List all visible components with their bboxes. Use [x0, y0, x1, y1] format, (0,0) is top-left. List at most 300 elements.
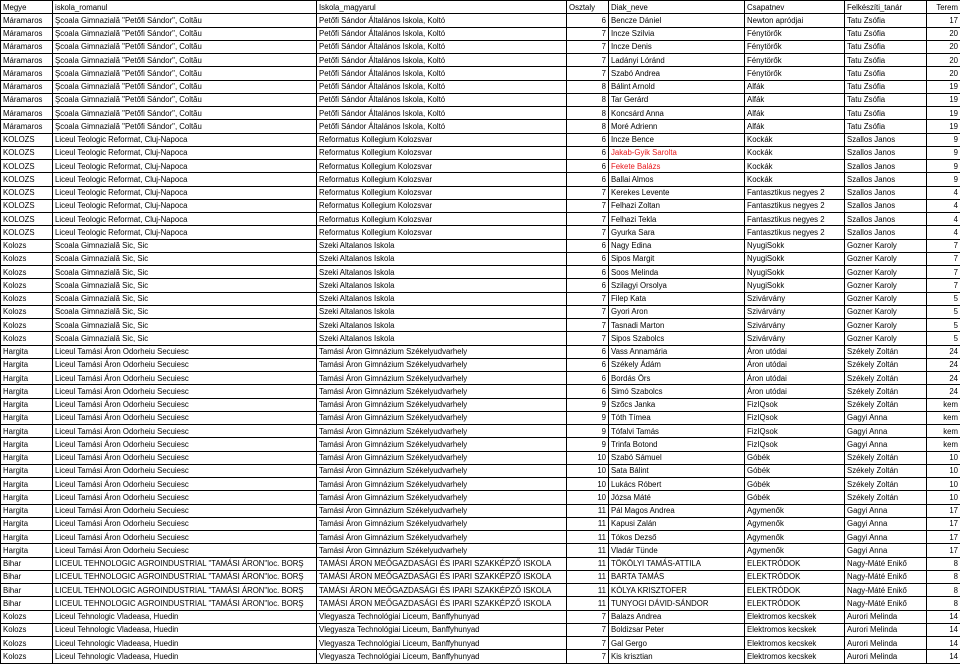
cell-megye[interactable]: Kolozs	[1, 610, 53, 623]
cell-csapatnev[interactable]: Agymenők	[745, 531, 845, 544]
cell-iskola-romanul[interactable]: Liceul Tamási Áron Odorheiu Secuiesc	[53, 531, 317, 544]
cell-csapatnev[interactable]: Szivárvány	[745, 292, 845, 305]
cell-iskola-romanul[interactable]: Liceul Teologic Reformat, Cluj-Napoca	[53, 160, 317, 173]
cell-terem[interactable]: 14	[927, 637, 960, 650]
cell-diak-neve[interactable]: Fekete Balázs	[609, 160, 745, 173]
cell-iskola-magyarul[interactable]: Tamási Áron Gimnázium Székelyudvarhely	[317, 504, 567, 517]
cell-terem[interactable]: 9	[927, 133, 960, 146]
cell-terem[interactable]: 4	[927, 199, 960, 212]
cell-diak-neve[interactable]: Józsa Máté	[609, 491, 745, 504]
cell-iskola-romanul[interactable]: Şcoala Gimnazială "Petőfi Sándor", Coltău	[53, 14, 317, 27]
cell-terem[interactable]: 5	[927, 332, 960, 345]
cell-felkeszito-tanar[interactable]: Gagyi Anna	[845, 411, 927, 424]
cell-iskola-magyarul[interactable]: Tamási Áron Gimnázium Székelyudvarhely	[317, 358, 567, 371]
cell-felkeszito-tanar[interactable]: Szallos Janos	[845, 199, 927, 212]
cell-iskola-magyarul[interactable]: Tamási Áron Gimnázium Székelyudvarhely	[317, 398, 567, 411]
cell-osztaly[interactable]: 7	[567, 637, 609, 650]
cell-terem[interactable]: kem	[927, 425, 960, 438]
header-felkeszito-tanar[interactable]: Felkészíti_tanár	[845, 1, 927, 14]
cell-felkeszito-tanar[interactable]: Tatu Zsófia	[845, 40, 927, 53]
cell-diak-neve[interactable]: Szabó Andrea	[609, 67, 745, 80]
cell-iskola-romanul[interactable]: Şcoala Gimnazială "Petőfi Sándor", Coltău	[53, 27, 317, 40]
cell-iskola-magyarul[interactable]: Vlegyasza Technológiai Liceum, Banffyhunyad	[317, 623, 567, 636]
cell-megye[interactable]: Hargita	[1, 345, 53, 358]
header-diak-neve[interactable]: Diak_neve	[609, 1, 745, 14]
cell-iskola-magyarul[interactable]: Vlegyasza Technológiai Liceum, Banffyhunyad	[317, 637, 567, 650]
cell-diak-neve[interactable]: Ballai Almos	[609, 173, 745, 186]
cell-osztaly[interactable]: 10	[567, 451, 609, 464]
cell-terem[interactable]: 7	[927, 266, 960, 279]
cell-osztaly[interactable]: 11	[567, 570, 609, 583]
cell-felkeszito-tanar[interactable]: Székely Zoltán	[845, 372, 927, 385]
cell-terem[interactable]: 24	[927, 358, 960, 371]
cell-iskola-magyarul[interactable]: Szeki Altalanos Iskola	[317, 319, 567, 332]
cell-diak-neve[interactable]: Tóth Tímea	[609, 411, 745, 424]
cell-felkeszito-tanar[interactable]: Tatu Zsófia	[845, 120, 927, 133]
cell-diak-neve[interactable]: BARTA TAMÁS	[609, 570, 745, 583]
cell-felkeszito-tanar[interactable]: Székely Zoltán	[845, 358, 927, 371]
cell-terem[interactable]: 5	[927, 292, 960, 305]
cell-megye[interactable]: Máramaros	[1, 14, 53, 27]
cell-terem[interactable]: 5	[927, 319, 960, 332]
cell-csapatnev[interactable]: Áron utódai	[745, 345, 845, 358]
cell-csapatnev[interactable]: FizIQsok	[745, 425, 845, 438]
cell-felkeszito-tanar[interactable]: Gagyi Anna	[845, 517, 927, 530]
cell-megye[interactable]: KOLOZS	[1, 133, 53, 146]
header-iskola-magyarul[interactable]: Iskola_magyarul	[317, 1, 567, 14]
cell-terem[interactable]: 9	[927, 146, 960, 159]
cell-diak-neve[interactable]: TUNYOGI DÁVID-SÁNDOR	[609, 597, 745, 610]
cell-diak-neve[interactable]: Szőcs Janka	[609, 398, 745, 411]
cell-iskola-magyarul[interactable]: Szeki Altalanos Iskola	[317, 279, 567, 292]
header-csapatnev[interactable]: Csapatnev	[745, 1, 845, 14]
cell-iskola-magyarul[interactable]: Reformatus Kollegium Kolozsvar	[317, 226, 567, 239]
cell-csapatnev[interactable]: NyugiSokk	[745, 279, 845, 292]
cell-terem[interactable]: 24	[927, 385, 960, 398]
cell-felkeszito-tanar[interactable]: Nagy-Máté Enikő	[845, 584, 927, 597]
cell-csapatnev[interactable]: Góbék	[745, 464, 845, 477]
cell-terem[interactable]: 14	[927, 610, 960, 623]
cell-iskola-magyarul[interactable]: Petőfi Sándor Általános Iskola, Koltó	[317, 54, 567, 67]
cell-diak-neve[interactable]: Gyurka Sara	[609, 226, 745, 239]
cell-iskola-magyarul[interactable]: Tamási Áron Gimnázium Székelyudvarhely	[317, 372, 567, 385]
cell-iskola-romanul[interactable]: Liceul Tamási Áron Odorheiu Secuiesc	[53, 411, 317, 424]
cell-megye[interactable]: KOLOZS	[1, 213, 53, 226]
cell-osztaly[interactable]: 6	[567, 358, 609, 371]
cell-felkeszito-tanar[interactable]: Gagyi Anna	[845, 438, 927, 451]
cell-megye[interactable]: Máramaros	[1, 54, 53, 67]
cell-megye[interactable]: Kolozs	[1, 305, 53, 318]
cell-felkeszito-tanar[interactable]: Gozner Karoly	[845, 292, 927, 305]
cell-diak-neve[interactable]: Sipos Margit	[609, 252, 745, 265]
cell-csapatnev[interactable]: Fantasztikus negyes 2	[745, 186, 845, 199]
cell-diak-neve[interactable]: Bordás Örs	[609, 372, 745, 385]
cell-terem[interactable]: 14	[927, 623, 960, 636]
cell-terem[interactable]: 4	[927, 186, 960, 199]
cell-iskola-magyarul[interactable]: TAMÁSI ÁRON MEŐGAZDASÁGI ÉS IPARI SZAKKÉPZŐ ISKOLA	[317, 584, 567, 597]
cell-terem[interactable]: kem	[927, 411, 960, 424]
cell-terem[interactable]: 19	[927, 120, 960, 133]
cell-csapatnev[interactable]: Szivárvány	[745, 319, 845, 332]
cell-csapatnev[interactable]: Áron utódai	[745, 358, 845, 371]
cell-megye[interactable]: Máramaros	[1, 80, 53, 93]
cell-felkeszito-tanar[interactable]: Aurori Melinda	[845, 623, 927, 636]
cell-iskola-romanul[interactable]: Liceul Tamási Áron Odorheiu Secuiesc	[53, 504, 317, 517]
cell-megye[interactable]: Hargita	[1, 464, 53, 477]
cell-iskola-magyarul[interactable]: Reformatus Kollegium Kolozsvar	[317, 160, 567, 173]
cell-osztaly[interactable]: 6	[567, 345, 609, 358]
cell-csapatnev[interactable]: Kockák	[745, 133, 845, 146]
cell-terem[interactable]: 20	[927, 54, 960, 67]
cell-megye[interactable]: Kolozs	[1, 332, 53, 345]
cell-megye[interactable]: Hargita	[1, 385, 53, 398]
cell-iskola-magyarul[interactable]: Szeki Altalanos Iskola	[317, 332, 567, 345]
cell-terem[interactable]: 10	[927, 478, 960, 491]
cell-iskola-romanul[interactable]: Liceul Tehnologic Vladeasa, Huedin	[53, 623, 317, 636]
cell-iskola-magyarul[interactable]: Tamási Áron Gimnázium Székelyudvarhely	[317, 464, 567, 477]
cell-iskola-magyarul[interactable]: Petőfi Sándor Általános Iskola, Koltó	[317, 67, 567, 80]
cell-terem[interactable]: 14	[927, 650, 960, 663]
cell-csapatnev[interactable]: Áron utódai	[745, 385, 845, 398]
cell-iskola-romanul[interactable]: Liceul Tehnologic Vladeasa, Huedin	[53, 610, 317, 623]
cell-terem[interactable]: kem	[927, 438, 960, 451]
cell-osztaly[interactable]: 6	[567, 146, 609, 159]
cell-osztaly[interactable]: 7	[567, 319, 609, 332]
cell-diak-neve[interactable]: Koncsárd Anna	[609, 107, 745, 120]
cell-felkeszito-tanar[interactable]: Gozner Karoly	[845, 239, 927, 252]
cell-megye[interactable]: Kolozs	[1, 266, 53, 279]
cell-felkeszito-tanar[interactable]: Tatu Zsófia	[845, 80, 927, 93]
cell-megye[interactable]: Kolozs	[1, 637, 53, 650]
cell-iskola-romanul[interactable]: Scoala Gimnazială Sic, Sic	[53, 252, 317, 265]
cell-osztaly[interactable]: 6	[567, 279, 609, 292]
cell-csapatnev[interactable]: Agymenők	[745, 544, 845, 557]
cell-osztaly[interactable]: 11	[567, 597, 609, 610]
cell-iskola-magyarul[interactable]: Petőfi Sándor Általános Iskola, Koltó	[317, 80, 567, 93]
cell-terem[interactable]: 24	[927, 345, 960, 358]
cell-megye[interactable]: Hargita	[1, 491, 53, 504]
cell-terem[interactable]: 20	[927, 27, 960, 40]
cell-terem[interactable]: 10	[927, 451, 960, 464]
cell-iskola-magyarul[interactable]: Petőfi Sándor Általános Iskola, Koltó	[317, 93, 567, 106]
cell-osztaly[interactable]: 7	[567, 67, 609, 80]
cell-felkeszito-tanar[interactable]: Nagy-Máté Enikő	[845, 570, 927, 583]
cell-iskola-magyarul[interactable]: TAMÁSI ÁRON MEŐGAZDASÁGI ÉS IPARI SZAKKÉPZŐ ISKOLA	[317, 597, 567, 610]
cell-felkeszito-tanar[interactable]: Tatu Zsófia	[845, 27, 927, 40]
cell-diak-neve[interactable]: Moré Adrienn	[609, 120, 745, 133]
cell-osztaly[interactable]: 8	[567, 80, 609, 93]
cell-iskola-romanul[interactable]: Liceul Teologic Reformat, Cluj-Napoca	[53, 146, 317, 159]
cell-iskola-romanul[interactable]: Liceul Tamási Áron Odorheiu Secuiesc	[53, 345, 317, 358]
cell-osztaly[interactable]: 9	[567, 425, 609, 438]
cell-diak-neve[interactable]: Sata Bálint	[609, 464, 745, 477]
cell-osztaly[interactable]: 6	[567, 173, 609, 186]
cell-felkeszito-tanar[interactable]: Gozner Karoly	[845, 252, 927, 265]
cell-terem[interactable]: kem	[927, 398, 960, 411]
cell-osztaly[interactable]: 6	[567, 239, 609, 252]
cell-osztaly[interactable]: 6	[567, 160, 609, 173]
cell-iskola-magyarul[interactable]: Tamási Áron Gimnázium Székelyudvarhely	[317, 411, 567, 424]
cell-csapatnev[interactable]: Góbék	[745, 478, 845, 491]
cell-diak-neve[interactable]: Boldizsar Peter	[609, 623, 745, 636]
cell-csapatnev[interactable]: ELEKTRÓDOK	[745, 597, 845, 610]
cell-terem[interactable]: 19	[927, 107, 960, 120]
header-terem[interactable]: Terem	[927, 1, 960, 14]
cell-csapatnev[interactable]: ELEKTRÓDOK	[745, 584, 845, 597]
cell-felkeszito-tanar[interactable]: Szallos Janos	[845, 160, 927, 173]
cell-osztaly[interactable]: 11	[567, 517, 609, 530]
cell-diak-neve[interactable]: Szilagyi Orsolya	[609, 279, 745, 292]
cell-megye[interactable]: Hargita	[1, 372, 53, 385]
cell-felkeszito-tanar[interactable]: Nagy-Máté Enikő	[845, 557, 927, 570]
cell-osztaly[interactable]: 7	[567, 40, 609, 53]
cell-terem[interactable]: 8	[927, 557, 960, 570]
cell-diak-neve[interactable]: Tókos Dezső	[609, 531, 745, 544]
cell-megye[interactable]: Kolozs	[1, 292, 53, 305]
cell-csapatnev[interactable]: Szivárvány	[745, 305, 845, 318]
cell-megye[interactable]: Hargita	[1, 504, 53, 517]
cell-osztaly[interactable]: 7	[567, 213, 609, 226]
cell-osztaly[interactable]: 7	[567, 27, 609, 40]
cell-iskola-magyarul[interactable]: Tamási Áron Gimnázium Székelyudvarhely	[317, 517, 567, 530]
cell-terem[interactable]: 5	[927, 305, 960, 318]
cell-felkeszito-tanar[interactable]: Székely Zoltán	[845, 451, 927, 464]
cell-felkeszito-tanar[interactable]: Gagyi Anna	[845, 531, 927, 544]
cell-diak-neve[interactable]: Filep Kata	[609, 292, 745, 305]
cell-osztaly[interactable]: 7	[567, 226, 609, 239]
cell-diak-neve[interactable]: Tasnadi Marton	[609, 319, 745, 332]
cell-megye[interactable]: Hargita	[1, 411, 53, 424]
cell-felkeszito-tanar[interactable]: Székely Zoltán	[845, 345, 927, 358]
cell-csapatnev[interactable]: Fantasztikus negyes 2	[745, 226, 845, 239]
cell-iskola-magyarul[interactable]: Szeki Altalanos Iskola	[317, 305, 567, 318]
cell-diak-neve[interactable]: Tar Gerárd	[609, 93, 745, 106]
cell-megye[interactable]: Hargita	[1, 517, 53, 530]
cell-iskola-magyarul[interactable]: Petőfi Sándor Általános Iskola, Koltó	[317, 27, 567, 40]
cell-iskola-romanul[interactable]: Liceul Tehnologic Vladeasa, Huedin	[53, 637, 317, 650]
header-megye[interactable]: Megye	[1, 1, 53, 14]
cell-diak-neve[interactable]: Kis krisztian	[609, 650, 745, 663]
cell-felkeszito-tanar[interactable]: Székely Zoltán	[845, 491, 927, 504]
cell-iskola-romanul[interactable]: Scoala Gimnazială Sic, Sic	[53, 332, 317, 345]
cell-felkeszito-tanar[interactable]: Tatu Zsófia	[845, 67, 927, 80]
cell-felkeszito-tanar[interactable]: Tatu Zsófia	[845, 54, 927, 67]
cell-felkeszito-tanar[interactable]: Gozner Karoly	[845, 266, 927, 279]
cell-csapatnev[interactable]: Agymenők	[745, 504, 845, 517]
cell-osztaly[interactable]: 11	[567, 544, 609, 557]
cell-diak-neve[interactable]: Ladányi Lóránd	[609, 54, 745, 67]
cell-megye[interactable]: Hargita	[1, 425, 53, 438]
cell-terem[interactable]: 7	[927, 239, 960, 252]
cell-iskola-magyarul[interactable]: Tamási Áron Gimnázium Székelyudvarhely	[317, 438, 567, 451]
cell-iskola-magyarul[interactable]: Petőfi Sándor Általános Iskola, Koltó	[317, 14, 567, 27]
cell-iskola-magyarul[interactable]: TAMÁSI ÁRON MEŐGAZDASÁGI ÉS IPARI SZAKKÉPZŐ ISKOLA	[317, 570, 567, 583]
cell-diak-neve[interactable]: Felhazi Zoltan	[609, 199, 745, 212]
cell-osztaly[interactable]: 7	[567, 54, 609, 67]
cell-iskola-romanul[interactable]: Scoala Gimnazială Sic, Sic	[53, 279, 317, 292]
cell-osztaly[interactable]: 6	[567, 385, 609, 398]
cell-iskola-romanul[interactable]: Liceul Tamási Áron Odorheiu Secuiesc	[53, 451, 317, 464]
cell-iskola-romanul[interactable]: Liceul Tamási Áron Odorheiu Secuiesc	[53, 425, 317, 438]
cell-terem[interactable]: 10	[927, 464, 960, 477]
cell-megye[interactable]: KOLOZS	[1, 199, 53, 212]
cell-felkeszito-tanar[interactable]: Gozner Karoly	[845, 305, 927, 318]
cell-felkeszito-tanar[interactable]: Székely Zoltán	[845, 398, 927, 411]
cell-csapatnev[interactable]: FizIQsok	[745, 398, 845, 411]
cell-megye[interactable]: Bihar	[1, 570, 53, 583]
cell-terem[interactable]: 10	[927, 491, 960, 504]
cell-osztaly[interactable]: 7	[567, 186, 609, 199]
cell-terem[interactable]: 9	[927, 173, 960, 186]
cell-iskola-romanul[interactable]: Şcoala Gimnazială "Petőfi Sándor", Coltău	[53, 54, 317, 67]
cell-csapatnev[interactable]: Kockák	[745, 146, 845, 159]
cell-csapatnev[interactable]: Fénytörők	[745, 67, 845, 80]
cell-csapatnev[interactable]: Szivárvány	[745, 332, 845, 345]
cell-diak-neve[interactable]: Incze Szilvia	[609, 27, 745, 40]
cell-osztaly[interactable]: 7	[567, 305, 609, 318]
cell-diak-neve[interactable]: Kerekes Levente	[609, 186, 745, 199]
cell-megye[interactable]: Bihar	[1, 597, 53, 610]
cell-felkeszito-tanar[interactable]: Tatu Zsófia	[845, 93, 927, 106]
cell-iskola-romanul[interactable]: Scoala Gimnazială Sic, Sic	[53, 305, 317, 318]
cell-iskola-magyarul[interactable]: Szeki Altalanos Iskola	[317, 266, 567, 279]
cell-osztaly[interactable]: 11	[567, 531, 609, 544]
cell-osztaly[interactable]: 6	[567, 372, 609, 385]
cell-megye[interactable]: Hargita	[1, 451, 53, 464]
cell-felkeszito-tanar[interactable]: Székely Zoltán	[845, 478, 927, 491]
cell-diak-neve[interactable]: Gyori Aron	[609, 305, 745, 318]
cell-csapatnev[interactable]: NyugiSokk	[745, 252, 845, 265]
cell-felkeszito-tanar[interactable]: Szallos Janos	[845, 146, 927, 159]
cell-terem[interactable]: 17	[927, 504, 960, 517]
header-osztaly[interactable]: Osztaly	[567, 1, 609, 14]
cell-csapatnev[interactable]: Fénytörők	[745, 40, 845, 53]
cell-iskola-romanul[interactable]: Scoala Gimnazială Sic, Sic	[53, 319, 317, 332]
cell-iskola-magyarul[interactable]: Petőfi Sándor Általános Iskola, Koltó	[317, 40, 567, 53]
cell-iskola-magyarul[interactable]: Petőfi Sándor Általános Iskola, Koltó	[317, 120, 567, 133]
cell-iskola-magyarul[interactable]: Reformatus Kollegium Kolozsvar	[317, 186, 567, 199]
cell-megye[interactable]: Kolozs	[1, 279, 53, 292]
cell-megye[interactable]: Hargita	[1, 531, 53, 544]
cell-iskola-romanul[interactable]: Liceul Teologic Reformat, Cluj-Napoca	[53, 133, 317, 146]
cell-iskola-magyarul[interactable]: Tamási Áron Gimnázium Székelyudvarhely	[317, 531, 567, 544]
cell-megye[interactable]: Kolozs	[1, 252, 53, 265]
cell-osztaly[interactable]: 6	[567, 133, 609, 146]
cell-megye[interactable]: Máramaros	[1, 93, 53, 106]
cell-diak-neve[interactable]: Sipos Szabolcs	[609, 332, 745, 345]
cell-felkeszito-tanar[interactable]: Székely Zoltán	[845, 385, 927, 398]
cell-terem[interactable]: 17	[927, 517, 960, 530]
cell-felkeszito-tanar[interactable]: Szallos Janos	[845, 213, 927, 226]
cell-osztaly[interactable]: 7	[567, 332, 609, 345]
cell-terem[interactable]: 24	[927, 372, 960, 385]
cell-osztaly[interactable]: 9	[567, 398, 609, 411]
cell-terem[interactable]: 17	[927, 544, 960, 557]
cell-felkeszito-tanar[interactable]: Gagyi Anna	[845, 504, 927, 517]
cell-felkeszito-tanar[interactable]: Aurori Melinda	[845, 650, 927, 663]
cell-iskola-magyarul[interactable]: Szeki Altalanos Iskola	[317, 292, 567, 305]
cell-iskola-magyarul[interactable]: Reformatus Kollegium Kolozsvar	[317, 173, 567, 186]
cell-iskola-romanul[interactable]: Liceul Teologic Reformat, Cluj-Napoca	[53, 173, 317, 186]
cell-osztaly[interactable]: 6	[567, 266, 609, 279]
cell-diak-neve[interactable]: Vass Annamária	[609, 345, 745, 358]
cell-iskola-romanul[interactable]: Şcoala Gimnazială "Petőfi Sándor", Coltău	[53, 107, 317, 120]
cell-csapatnev[interactable]: Elektromos kecskek	[745, 637, 845, 650]
cell-iskola-romanul[interactable]: Liceul Tamási Áron Odorheiu Secuiesc	[53, 372, 317, 385]
cell-megye[interactable]: Kolozs	[1, 650, 53, 663]
cell-osztaly[interactable]: 7	[567, 199, 609, 212]
cell-terem[interactable]: 4	[927, 226, 960, 239]
cell-felkeszito-tanar[interactable]: Szallos Janos	[845, 226, 927, 239]
cell-felkeszito-tanar[interactable]: Nagy-Máté Enikő	[845, 597, 927, 610]
cell-iskola-magyarul[interactable]: Vlegyasza Technológiai Liceum, Banffyhunyad	[317, 610, 567, 623]
cell-iskola-romanul[interactable]: Liceul Tamási Áron Odorheiu Secuiesc	[53, 491, 317, 504]
cell-megye[interactable]: Hargita	[1, 478, 53, 491]
cell-csapatnev[interactable]: FizIQsok	[745, 411, 845, 424]
cell-iskola-romanul[interactable]: Liceul Tehnologic Vladeasa, Huedin	[53, 650, 317, 663]
cell-megye[interactable]: Hargita	[1, 358, 53, 371]
cell-csapatnev[interactable]: Alfák	[745, 93, 845, 106]
cell-iskola-romanul[interactable]: Şcoala Gimnazială "Petőfi Sándor", Coltău	[53, 40, 317, 53]
cell-iskola-romanul[interactable]: Liceul Teologic Reformat, Cluj-Napoca	[53, 226, 317, 239]
cell-iskola-romanul[interactable]: Şcoala Gimnazială "Petőfi Sándor", Coltău	[53, 93, 317, 106]
cell-osztaly[interactable]: 9	[567, 411, 609, 424]
cell-megye[interactable]: Máramaros	[1, 67, 53, 80]
cell-osztaly[interactable]: 7	[567, 292, 609, 305]
cell-osztaly[interactable]: 9	[567, 438, 609, 451]
cell-terem[interactable]: 8	[927, 597, 960, 610]
cell-iskola-magyarul[interactable]: Reformatus Kollegium Kolozsvar	[317, 213, 567, 226]
cell-osztaly[interactable]: 6	[567, 14, 609, 27]
cell-diak-neve[interactable]: Soos Melinda	[609, 266, 745, 279]
cell-felkeszito-tanar[interactable]: Gagyi Anna	[845, 425, 927, 438]
cell-diak-neve[interactable]: Incze Denis	[609, 40, 745, 53]
cell-csapatnev[interactable]: Elektromos kecskek	[745, 610, 845, 623]
cell-diak-neve[interactable]: Simó Szabolcs	[609, 385, 745, 398]
cell-terem[interactable]: 17	[927, 14, 960, 27]
cell-iskola-magyarul[interactable]: Tamási Áron Gimnázium Székelyudvarhely	[317, 451, 567, 464]
cell-terem[interactable]: 17	[927, 531, 960, 544]
cell-felkeszito-tanar[interactable]: Aurori Melinda	[845, 637, 927, 650]
cell-osztaly[interactable]: 7	[567, 650, 609, 663]
cell-felkeszito-tanar[interactable]: Székely Zoltán	[845, 464, 927, 477]
header-iskola-romanul[interactable]: iskola_romanul	[53, 1, 317, 14]
cell-iskola-magyarul[interactable]: Reformatus Kollegium Kolozsvar	[317, 133, 567, 146]
cell-csapatnev[interactable]: Kockák	[745, 173, 845, 186]
cell-iskola-magyarul[interactable]: Tamási Áron Gimnázium Székelyudvarhely	[317, 385, 567, 398]
cell-diak-neve[interactable]: Felhazi Tekla	[609, 213, 745, 226]
cell-felkeszito-tanar[interactable]: Gozner Karoly	[845, 332, 927, 345]
cell-megye[interactable]: KOLOZS	[1, 186, 53, 199]
cell-diak-neve[interactable]: Jakab-Gyik Sarolta	[609, 146, 745, 159]
cell-iskola-romanul[interactable]: Liceul Teologic Reformat, Cluj-Napoca	[53, 199, 317, 212]
cell-csapatnev[interactable]: Fénytörők	[745, 27, 845, 40]
cell-megye[interactable]: Kolozs	[1, 239, 53, 252]
cell-megye[interactable]: KOLOZS	[1, 173, 53, 186]
cell-terem[interactable]: 20	[927, 40, 960, 53]
cell-csapatnev[interactable]: Alfák	[745, 80, 845, 93]
cell-osztaly[interactable]: 8	[567, 93, 609, 106]
cell-megye[interactable]: Bihar	[1, 584, 53, 597]
cell-iskola-magyarul[interactable]: Szeki Altalanos Iskola	[317, 239, 567, 252]
cell-iskola-romanul[interactable]: Liceul Teologic Reformat, Cluj-Napoca	[53, 186, 317, 199]
cell-diak-neve[interactable]: Incze Bence	[609, 133, 745, 146]
cell-megye[interactable]: Bihar	[1, 557, 53, 570]
cell-iskola-magyarul[interactable]: Tamási Áron Gimnázium Székelyudvarhely	[317, 425, 567, 438]
cell-diak-neve[interactable]: Székely Ádám	[609, 358, 745, 371]
cell-terem[interactable]: 9	[927, 160, 960, 173]
cell-terem[interactable]: 20	[927, 67, 960, 80]
